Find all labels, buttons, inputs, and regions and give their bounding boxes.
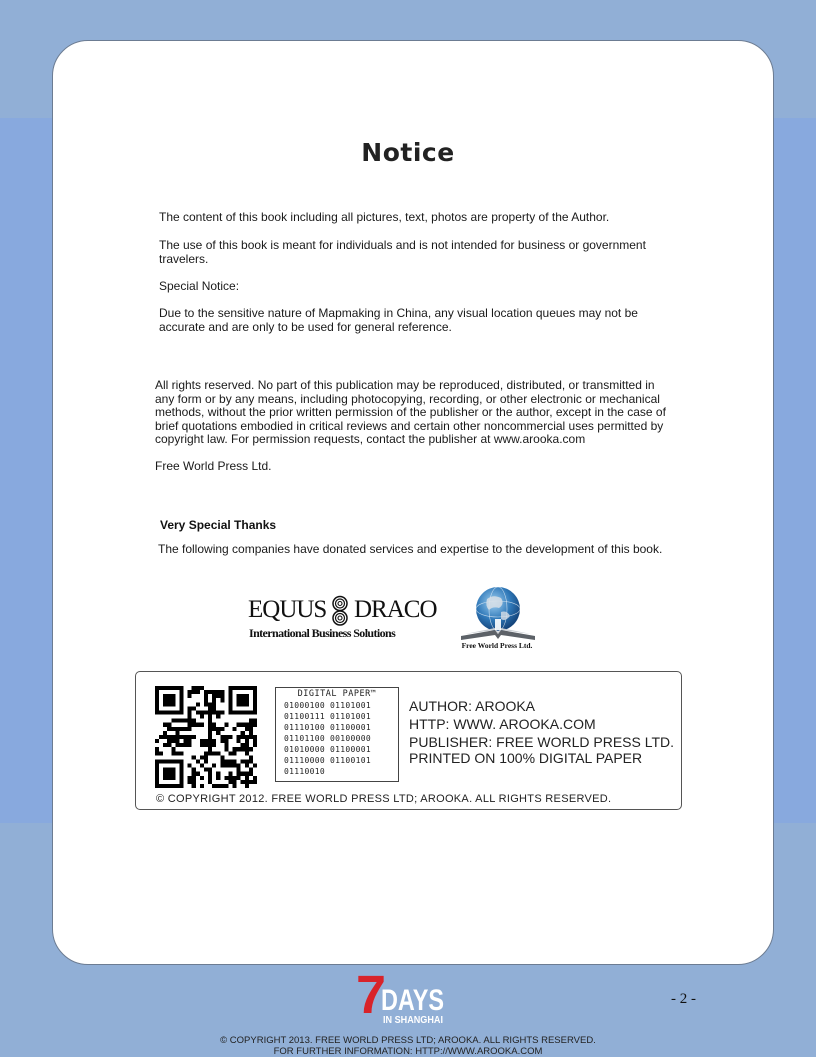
binary-line: 01110100 01100001: [284, 723, 371, 732]
equus-draco-logo: [248, 596, 438, 644]
notice-card: [52, 40, 774, 965]
author-line: AUTHOR: AROOKA: [409, 698, 536, 714]
notice-paragraph-ownership: The content of this book including all pictures, text, photos are property of the Author.: [159, 210, 610, 224]
binary-line: 01110010: [284, 767, 325, 776]
special-notice-heading: Special Notice:: [159, 279, 240, 293]
qr-code-icon: [155, 686, 257, 788]
equus-subtitle: International Business Solutions: [249, 626, 396, 640]
special-thanks-heading: Very Special Thanks: [160, 518, 277, 532]
website-line: HTTP: WWW. AROOKA.COM: [409, 716, 596, 732]
publisher-line: Free World Press Ltd.: [155, 459, 272, 473]
swirl-emblem-icon: [328, 595, 352, 627]
brand-seven: 7: [356, 965, 387, 1025]
digital-paper-panel: [275, 687, 399, 782]
brand-city: IN SHANGHAI: [383, 1015, 444, 1026]
draco-word: DRACO: [354, 596, 437, 623]
binary-line: 01000100 01101001: [284, 701, 371, 710]
globe-book-icon: [455, 584, 539, 642]
seven-days-in-shanghai-logo: [356, 965, 448, 1026]
notice-paragraph-mapmaking: Due to the sensitive nature of Mapmaking in China, any visual location queues may not be accurate and are only to be used for general reference.: [159, 306, 638, 334]
binary-line: 01101100 00100000: [284, 734, 371, 743]
printed-line: PRINTED ON 100% DIGITAL PAPER: [409, 750, 643, 766]
publisher-info-line: PUBLISHER: FREE WORLD PRESS LTD.: [409, 734, 675, 750]
binary-line: 01110000 01100101: [284, 756, 371, 765]
notice-paragraph-usage: The use of this book is meant for individuals and is not intended for business or government travelers.: [159, 238, 646, 266]
free-world-press-label: Free World Press Ltd.: [461, 641, 533, 650]
brand-days: DAYS: [381, 984, 444, 1017]
page-title: Notice: [361, 138, 455, 167]
equus-word: EQUUS: [248, 596, 327, 623]
special-thanks-text: The following companies have donated services and expertise to the development of this book.: [158, 542, 663, 556]
footer-website: FOR FURTHER INFORMATION: HTTP://WWW.AROOKA.COM: [273, 1046, 543, 1057]
binary-line: 01010000 01100001: [284, 745, 371, 754]
free-world-press-logo: [455, 584, 539, 652]
binary-line: 01100111 01101001: [284, 712, 371, 721]
box-copyright-line: © COPYRIGHT 2012. FREE WORLD PRESS LTD; AROOKA. ALL RIGHTS RESERVED.: [156, 793, 612, 805]
digital-paper-title: DIGITAL PAPER™: [297, 689, 377, 699]
page-number: - 2 -: [671, 991, 696, 1007]
rights-paragraph: All rights reserved. No part of this publication may be reproduced, distributed, or transmitted in any form or by any means, including photocopying, recording, or other electronic or mechanical methods, without the prior written permission of the publisher or the author, except in the case of brief quotations embodied in critical reviews and certain other noncommercial uses permitted by copyright law. For permission requests, contact the publisher at www.arooka.com: [155, 378, 666, 447]
footer-copyright: © COPYRIGHT 2013. FREE WORLD PRESS LTD; AROOKA. ALL RIGHTS RESERVED.: [220, 1035, 596, 1046]
